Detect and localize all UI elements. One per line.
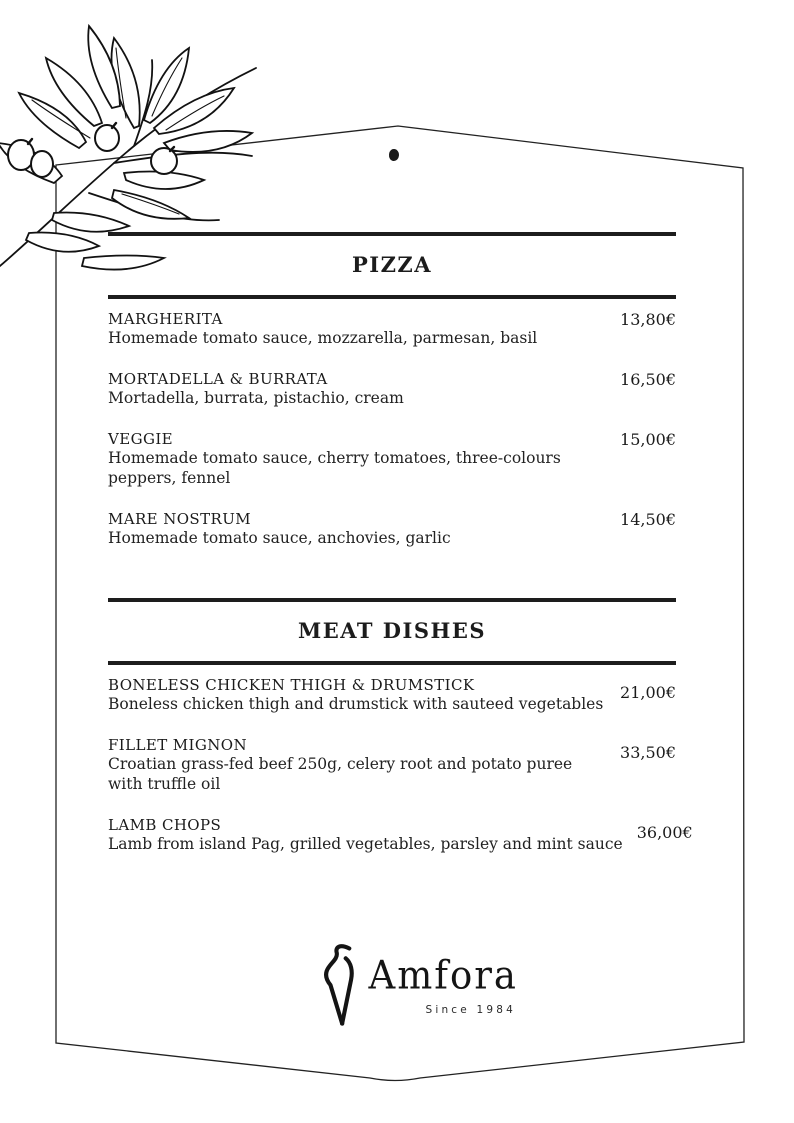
meat-items bbox=[108, 665, 693, 854]
item-name: MARE NOSTRUM bbox=[108, 509, 252, 528]
item-price: 13,80€ bbox=[620, 309, 676, 329]
menu-item-veggie bbox=[108, 430, 676, 488]
item-name: MARGHERITA bbox=[108, 309, 223, 328]
restaurant-logo bbox=[318, 938, 518, 1034]
item-name: MORTADELLA & BURRATA bbox=[108, 369, 328, 388]
item-price: 36,00€ bbox=[636, 822, 693, 842]
pizza-items bbox=[108, 299, 676, 548]
item-description: Boneless chicken thigh and drumstick with sauteed vegetables bbox=[108, 694, 604, 713]
menu-item-boneless-chicken bbox=[108, 676, 676, 714]
item-description: Homemade tomato sauce, mozzarella, parmesan, basil bbox=[108, 328, 538, 347]
item-description: Lamb from island Pag, grilled vegetables, parsley and mint sauce bbox=[108, 834, 623, 853]
item-price: 15,00€ bbox=[620, 429, 676, 449]
section-rule-top bbox=[108, 598, 676, 602]
section-rule-top bbox=[108, 232, 676, 236]
item-description: Homemade tomato sauce, cherry tomatoes, three-colours peppers, fennel bbox=[108, 448, 561, 487]
menu-item-mortadella-burrata bbox=[108, 370, 676, 408]
item-price: 16,50€ bbox=[620, 369, 676, 389]
menu-item-margherita bbox=[108, 310, 676, 348]
item-name: LAMB CHOPS bbox=[108, 815, 222, 834]
brand-name: Amfora bbox=[368, 952, 518, 999]
amphora-icon bbox=[318, 938, 364, 1034]
item-description: Croatian grass-fed beef 250g, celery root and potato puree with truffle oil bbox=[108, 754, 573, 793]
item-name: VEGGIE bbox=[108, 429, 174, 448]
item-price: 14,50€ bbox=[620, 509, 676, 529]
menu-item-lamb-chops bbox=[108, 815, 693, 854]
menu-item-fillet-mignon bbox=[108, 736, 676, 794]
section-pizza bbox=[108, 232, 676, 570]
menu-item-mare-nostrum bbox=[108, 510, 676, 548]
section-meat-dishes bbox=[108, 598, 693, 876]
item-price: 33,50€ bbox=[620, 742, 676, 762]
section-title-meat-dishes: MEAT DISHES bbox=[297, 618, 487, 644]
brand-tagline: Since 1984 bbox=[425, 1004, 516, 1016]
section-title-pizza: PIZZA bbox=[351, 252, 433, 278]
item-name: BONELESS CHICKEN THIGH & DRUMSTICK bbox=[108, 675, 475, 694]
item-description: Homemade tomato sauce, anchovies, garlic bbox=[108, 528, 451, 547]
item-description: Mortadella, burrata, pistachio, cream bbox=[108, 388, 404, 407]
item-price: 21,00€ bbox=[620, 682, 676, 702]
item-name: FILLET MIGNON bbox=[108, 735, 247, 754]
